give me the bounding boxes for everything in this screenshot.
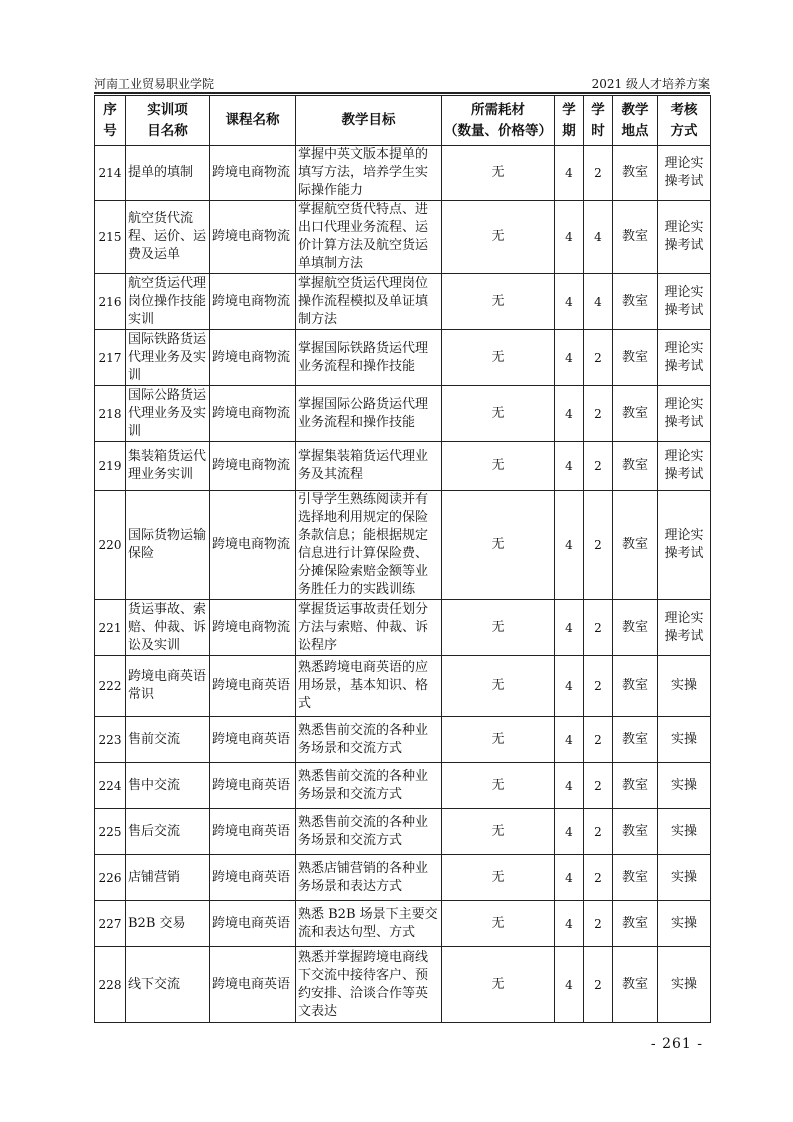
row-course: 跨境电商物流	[210, 442, 296, 491]
row-place: 教室	[613, 763, 658, 809]
table-row	[95, 442, 711, 491]
col-goal-header: 教学目标	[296, 96, 442, 146]
row-exam: 实操	[658, 901, 711, 947]
row-hours: 4	[584, 274, 613, 330]
row-seq: 215	[95, 201, 126, 274]
row-place: 教室	[613, 947, 658, 1023]
row-course: 跨境电商英语	[210, 656, 296, 717]
row-project-name: 店铺营销	[126, 855, 210, 901]
row-goal: 掌握国际铁路货运代理业务流程和操作技能	[296, 330, 442, 386]
row-exam: 理论实操考试	[658, 386, 711, 442]
row-project-name: 售前交流	[126, 717, 210, 763]
row-hours: 2	[584, 947, 613, 1023]
row-goal: 掌握国际公路货运代理业务流程和操作技能	[296, 386, 442, 442]
row-project-name: 国际铁路货运代理业务及实训	[126, 330, 210, 386]
col-hours-header: 学 时	[584, 96, 613, 146]
row-exam: 实操	[658, 656, 711, 717]
row-material: 无	[442, 600, 555, 656]
row-hours: 2	[584, 442, 613, 491]
row-place: 教室	[613, 274, 658, 330]
table-row	[95, 201, 711, 274]
row-place: 教室	[613, 491, 658, 600]
row-seq: 217	[95, 330, 126, 386]
row-hours: 2	[584, 330, 613, 386]
row-goal: 熟悉售前交流的各种业务场景和交流方式	[296, 717, 442, 763]
table-row	[95, 809, 711, 855]
row-term: 4	[555, 763, 584, 809]
row-seq: 222	[95, 656, 126, 717]
training-table	[94, 95, 711, 1023]
table-row	[95, 901, 711, 947]
row-place: 教室	[613, 855, 658, 901]
col-seq-header: 序 号	[95, 96, 126, 146]
page-header	[94, 76, 710, 92]
table-row	[95, 274, 711, 330]
row-exam: 理论实操考试	[658, 442, 711, 491]
row-place: 教室	[613, 656, 658, 717]
row-course: 跨境电商英语	[210, 901, 296, 947]
table-row	[95, 717, 711, 763]
row-material: 无	[442, 146, 555, 201]
row-term: 4	[555, 855, 584, 901]
row-goal: 熟悉售前交流的各种业务场景和交流方式	[296, 809, 442, 855]
row-hours: 2	[584, 901, 613, 947]
row-term: 4	[555, 491, 584, 600]
row-place: 教室	[613, 201, 658, 274]
row-goal: 掌握航空货运代理岗位操作流程模拟及单证填制方法	[296, 274, 442, 330]
table-row	[95, 600, 711, 656]
row-seq: 218	[95, 386, 126, 442]
row-term: 4	[555, 442, 584, 491]
row-material: 无	[442, 442, 555, 491]
col-course-header: 课程名称	[210, 96, 296, 146]
row-project-name: 售中交流	[126, 763, 210, 809]
row-place: 教室	[613, 901, 658, 947]
col-place-header: 教学 地点	[613, 96, 658, 146]
row-goal: 熟悉跨境电商英语的应用场景，基本知识、格式	[296, 656, 442, 717]
row-material: 无	[442, 763, 555, 809]
row-exam: 理论实操考试	[658, 330, 711, 386]
row-exam: 理论实操考试	[658, 274, 711, 330]
row-term: 4	[555, 947, 584, 1023]
row-material: 无	[442, 901, 555, 947]
row-goal: 引导学生熟练阅读并有选择地利用规定的保险条款信息；能根据规定信息进行计算保险费、分摊保险索赔金额等业务胜任力的实践训练	[296, 491, 442, 600]
row-exam: 理论实操考试	[658, 491, 711, 600]
row-place: 教室	[613, 717, 658, 763]
table-header-row	[95, 96, 711, 146]
row-goal: 掌握中英文版本提单的填写方法，培养学生实际操作能力	[296, 146, 442, 201]
plan-title: 2021 级人才培养方案	[591, 77, 710, 91]
table-row	[95, 855, 711, 901]
row-exam: 理论实操考试	[658, 201, 711, 274]
row-seq: 216	[95, 274, 126, 330]
row-goal: 熟悉并掌握跨境电商线下交流中接待客户、预约安排、洽谈合作等英文表达	[296, 947, 442, 1023]
row-project-name: 货运事故、索赔、仲裁、诉讼及实训	[126, 600, 210, 656]
row-course: 跨境电商物流	[210, 491, 296, 600]
row-hours: 4	[584, 201, 613, 274]
row-material: 无	[442, 491, 555, 600]
row-project-name: 售后交流	[126, 809, 210, 855]
row-project-name: B2B 交易	[126, 901, 210, 947]
table-row	[95, 763, 711, 809]
table-row	[95, 656, 711, 717]
row-course: 跨境电商英语	[210, 717, 296, 763]
row-material: 无	[442, 386, 555, 442]
row-course: 跨境电商物流	[210, 600, 296, 656]
row-seq: 227	[95, 901, 126, 947]
col-term-header: 学 期	[555, 96, 584, 146]
row-term: 4	[555, 901, 584, 947]
row-hours: 2	[584, 491, 613, 600]
row-project-name: 集装箱货运代理业务实训	[126, 442, 210, 491]
row-course: 跨境电商物流	[210, 201, 296, 274]
table-row	[95, 146, 711, 201]
school-name: 河南工业贸易职业学院	[94, 77, 215, 91]
row-material: 无	[442, 656, 555, 717]
row-hours: 2	[584, 656, 613, 717]
row-project-name: 航空货运代理岗位操作技能实训	[126, 274, 210, 330]
row-exam: 实操	[658, 855, 711, 901]
row-term: 4	[555, 809, 584, 855]
row-project-name: 跨境电商英语常识	[126, 656, 210, 717]
row-term: 4	[555, 656, 584, 717]
row-course: 跨境电商英语	[210, 947, 296, 1023]
row-hours: 2	[584, 763, 613, 809]
row-course: 跨境电商英语	[210, 855, 296, 901]
row-exam: 实操	[658, 717, 711, 763]
row-exam: 理论实操考试	[658, 146, 711, 201]
row-goal: 熟悉 B2B 场景下主要交流和表达句型、方式	[296, 901, 442, 947]
row-place: 教室	[613, 146, 658, 201]
row-seq: 224	[95, 763, 126, 809]
row-goal: 掌握航空货代特点、进出口代理业务流程、运价计算方法及航空货运单填制方法	[296, 201, 442, 274]
row-project-name: 线下交流	[126, 947, 210, 1023]
row-material: 无	[442, 330, 555, 386]
row-seq: 220	[95, 491, 126, 600]
row-seq: 214	[95, 146, 126, 201]
row-material: 无	[442, 274, 555, 330]
row-place: 教室	[613, 442, 658, 491]
row-project-name: 提单的填制	[126, 146, 210, 201]
row-seq: 219	[95, 442, 126, 491]
row-course: 跨境电商物流	[210, 146, 296, 201]
row-exam: 理论实操考试	[658, 600, 711, 656]
row-project-name: 国际公路货运代理业务及实训	[126, 386, 210, 442]
row-goal: 熟悉售前交流的各种业务场景和交流方式	[296, 763, 442, 809]
row-project-name: 国际货物运输保险	[126, 491, 210, 600]
row-hours: 2	[584, 386, 613, 442]
row-place: 教室	[613, 809, 658, 855]
row-exam: 实操	[658, 947, 711, 1023]
row-seq: 221	[95, 600, 126, 656]
row-material: 无	[442, 947, 555, 1023]
row-hours: 2	[584, 146, 613, 201]
table-row	[95, 330, 711, 386]
row-place: 教室	[613, 600, 658, 656]
row-exam: 实操	[658, 809, 711, 855]
row-course: 跨境电商英语	[210, 763, 296, 809]
row-material: 无	[442, 855, 555, 901]
row-goal: 熟悉店铺营销的各种业务场景和表达方式	[296, 855, 442, 901]
row-material: 无	[442, 201, 555, 274]
row-course: 跨境电商物流	[210, 330, 296, 386]
row-course: 跨境电商物流	[210, 386, 296, 442]
row-term: 4	[555, 717, 584, 763]
col-name-header: 实训项 目名称	[126, 96, 210, 146]
row-hours: 2	[584, 600, 613, 656]
row-seq: 226	[95, 855, 126, 901]
row-term: 4	[555, 201, 584, 274]
row-place: 教室	[613, 330, 658, 386]
row-project-name: 航空货代流程、运价、运费及运单	[126, 201, 210, 274]
table-row	[95, 947, 711, 1023]
row-goal: 掌握集装箱货运代理业务及其流程	[296, 442, 442, 491]
row-term: 4	[555, 386, 584, 442]
row-term: 4	[555, 274, 584, 330]
row-term: 4	[555, 330, 584, 386]
row-seq: 223	[95, 717, 126, 763]
row-exam: 实操	[658, 763, 711, 809]
row-goal: 掌握货运事故责任划分方法与索赔、仲裁、诉讼程序	[296, 600, 442, 656]
col-exam-header: 考核 方式	[658, 96, 711, 146]
row-material: 无	[442, 717, 555, 763]
table-row	[95, 386, 711, 442]
row-material: 无	[442, 809, 555, 855]
row-hours: 2	[584, 809, 613, 855]
row-seq: 225	[95, 809, 126, 855]
table-row	[95, 491, 711, 600]
row-term: 4	[555, 600, 584, 656]
row-hours: 2	[584, 855, 613, 901]
row-seq: 228	[95, 947, 126, 1023]
row-hours: 2	[584, 717, 613, 763]
col-material-header: 所需耗材 （数量、价格等）	[442, 96, 555, 146]
row-term: 4	[555, 146, 584, 201]
row-place: 教室	[613, 386, 658, 442]
page-number: - 261 -	[650, 1036, 703, 1052]
header-divider	[94, 92, 710, 94]
row-course: 跨境电商英语	[210, 809, 296, 855]
row-course: 跨境电商物流	[210, 274, 296, 330]
